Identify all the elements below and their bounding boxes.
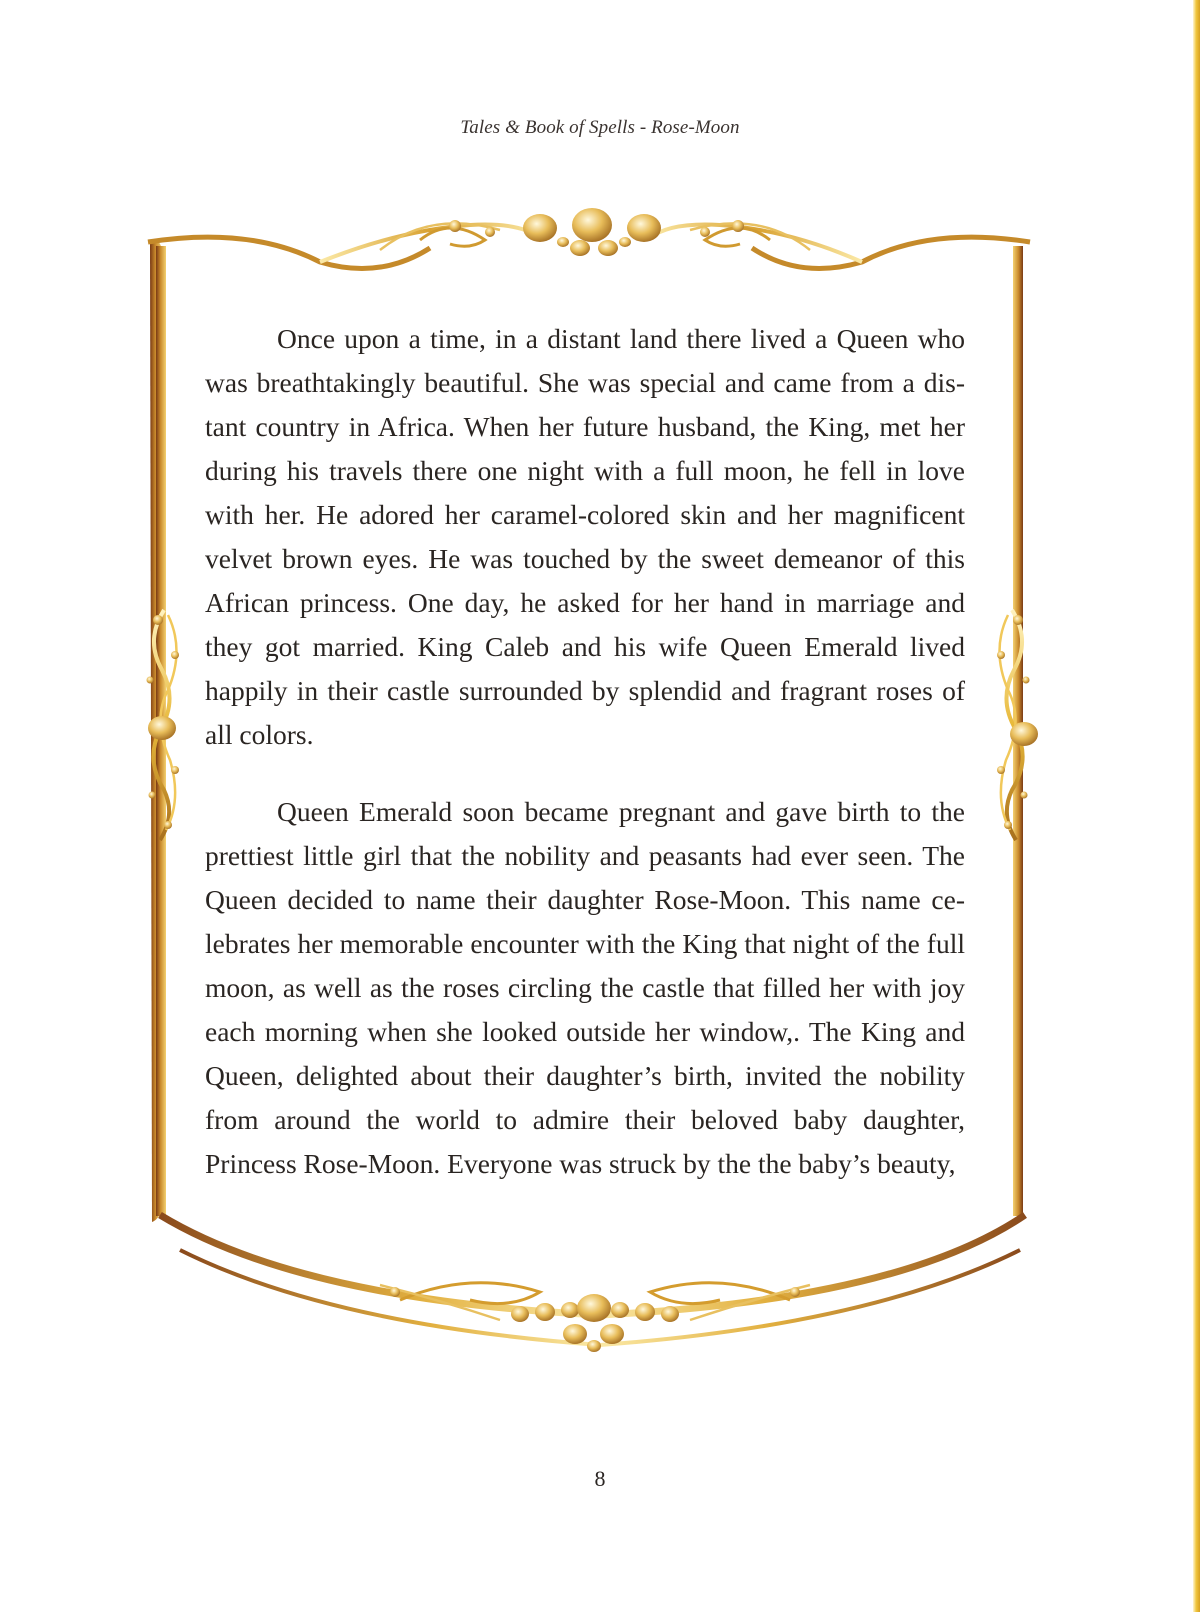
story-paragraph-2 bbox=[205, 790, 965, 1186]
story-paragraph-1 bbox=[205, 317, 965, 757]
paragraph-1-text: Once upon a time, in a distant land there lived a Queen who was breathtakingly beautiful. She was special and came from a distant country in Africa. When her future husband, the King, met her during his travels there one night with a full moon, he fell in love with her. He adored her caramel-colored skin and her magnificent velvet brown eyes. He was touched by the sweet demeanor of this African princess. One day, he asked for her hand in marriage and they got married. King Caleb and his wife Queen Emerald lived happily in their castle surrounded by splendid and fragrant roses of all colors. bbox=[205, 323, 965, 750]
frame-bottom-flourish bbox=[160, 1215, 1025, 1352]
paragraph-2-text: Queen Emerald soon became pregnant and gave birth to the prettiest little girl that the nobility and peasants had ever seen. The Queen decided to name their daughter Rose-Moon. This name celebrates her memorable encounter with the King that night of the full moon, as well as the roses circling the castle that filled her with joy each morning when she looked outside her window,. The King and Queen, delighted about their daughter’s birth, invited the nobility from around the world to admire their beloved baby daughter, Princess Rose-Moon. Everyone was struck by the the baby’s beauty, bbox=[205, 796, 965, 1179]
frame-top-flourish bbox=[148, 208, 1030, 268]
page-number: 8 bbox=[594, 1466, 606, 1491]
running-header: Tales & Book of Spells - Rose-Moon bbox=[460, 117, 740, 138]
